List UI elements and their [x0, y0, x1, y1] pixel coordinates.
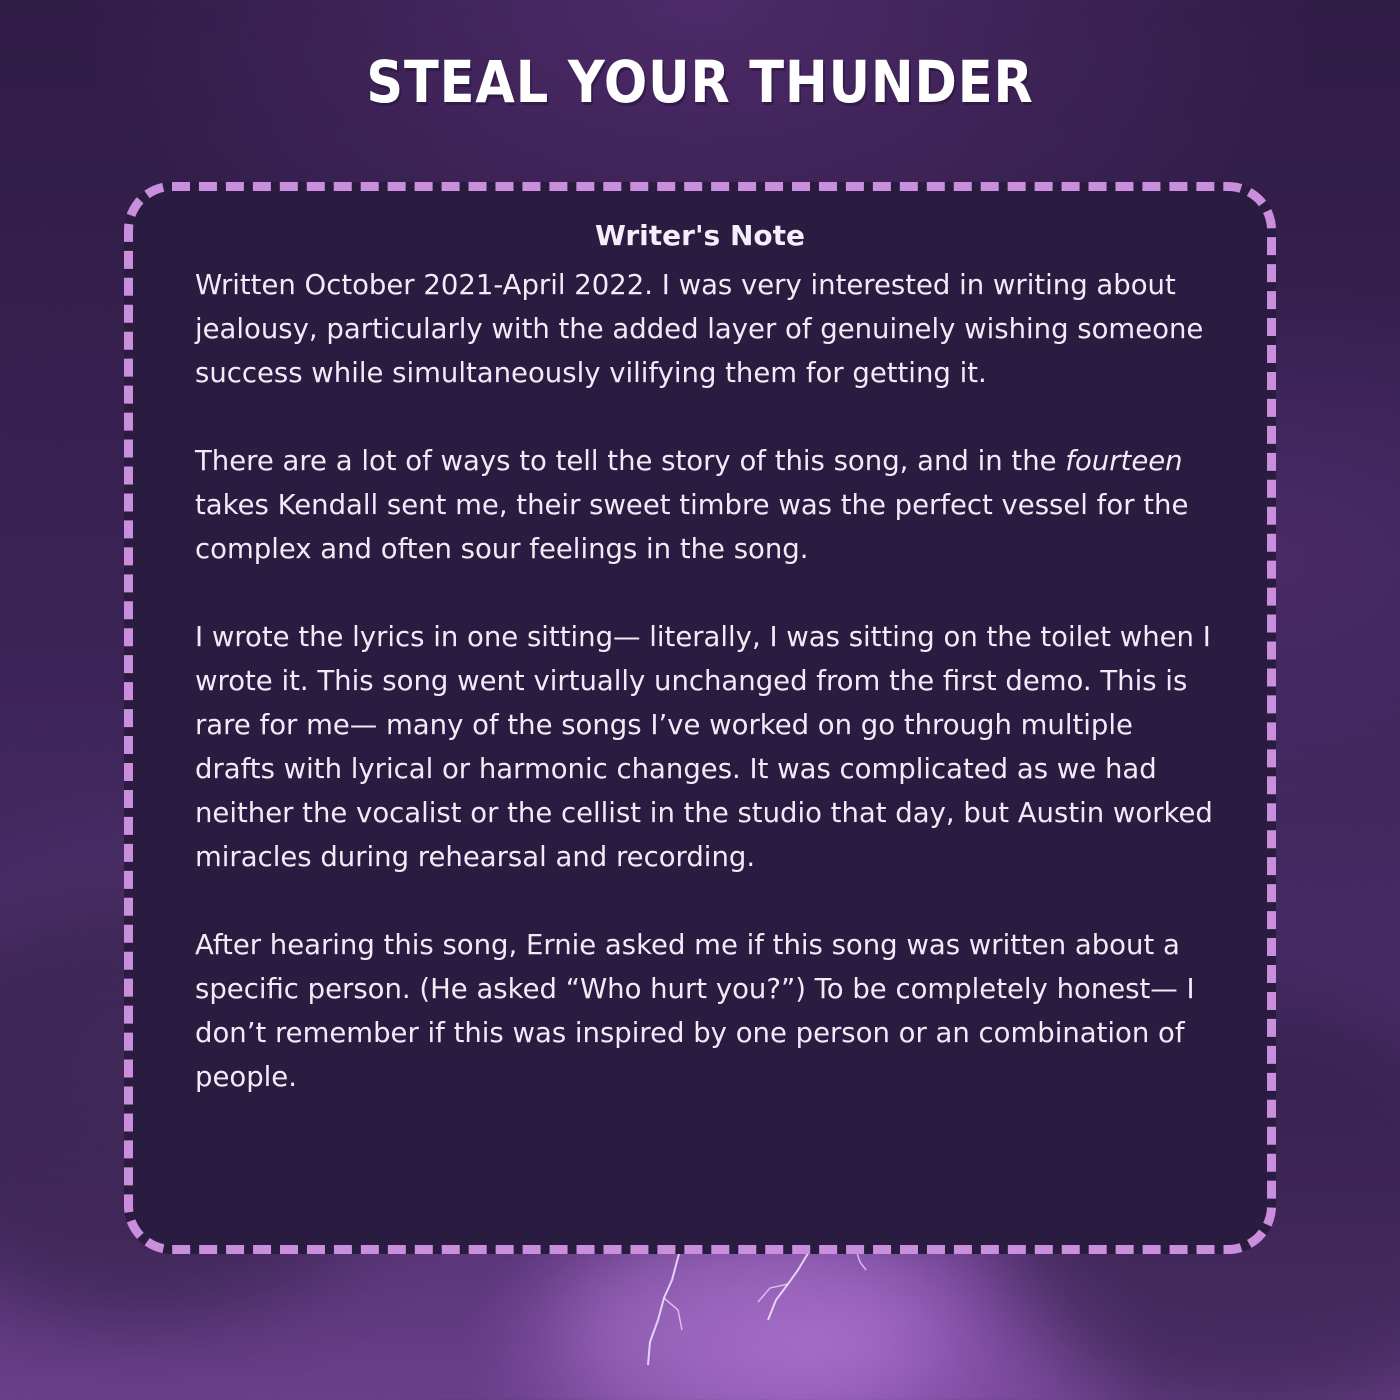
writers-note-box: [124, 182, 1276, 1254]
note-paragraph-2: [195, 439, 1215, 571]
note-paragraph-4: After hearing this song, Ernie asked me if this song was written about a specific person. (He asked “Who hurt you?”) To be completely honest— I don’t remember if this was inspired by one person or an combination of people.: [195, 929, 1195, 1093]
paragraph-2-prefix: There are a lot of ways to tell the story of this song, and in the: [195, 445, 1066, 477]
note-paragraph-1: Written October 2021-April 2022. I was very interested in writing about jealousy, particularly with the added layer of genuinely wishing someone success while simultaneously vilifying them for getting it.: [195, 269, 1204, 389]
emphasis-fourteen: fourteen: [1065, 445, 1183, 477]
note-body: [195, 263, 1215, 1143]
lightning-icon: [620, 1250, 880, 1380]
note-heading: Writer's Note: [594, 219, 805, 252]
page-title: STEAL YOUR THUNDER: [366, 48, 1034, 116]
paragraph-2-suffix: takes Kendall sent me, their sweet timbre was the perfect vessel for the complex and often sour feelings in the song.: [195, 489, 1189, 565]
note-paragraph-3: I wrote the lyrics in one sitting— literally, I was sitting on the toilet when I wrote it. This song went virtually unchanged from the first demo. This is rare for me— many of the songs I’ve worked on go through multiple drafts with lyrical or harmonic changes. It was complicated as we had neither the vocalist or the cellist in the studio that day, but Austin worked miracles during rehearsal and recording.: [195, 621, 1213, 873]
